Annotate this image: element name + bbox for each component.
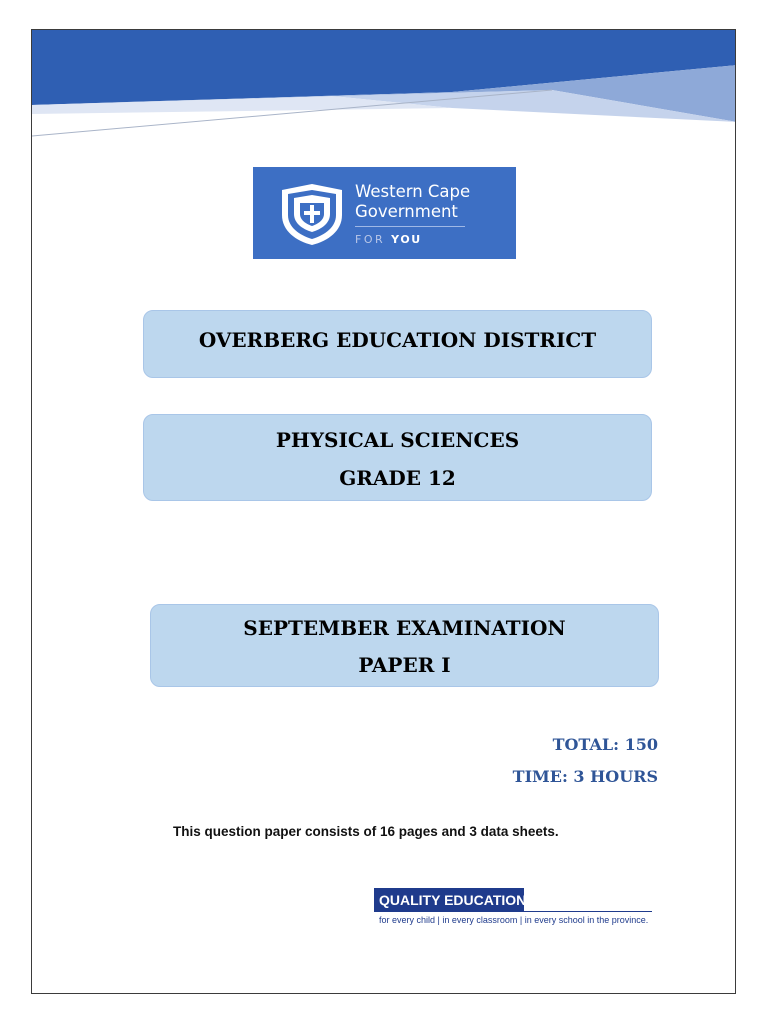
- logo-tag-for: FOR: [355, 233, 386, 246]
- exam-time: TIME: 3 HOURS: [512, 767, 658, 786]
- quality-education-subtitle: for every child | in every classroom | in every school in the province.: [379, 915, 649, 925]
- subject-box: [143, 414, 652, 501]
- quality-education-title: QUALITY EDUCATION: [379, 892, 527, 908]
- subject-name: PHYSICAL SCIENCES: [275, 428, 520, 452]
- logo-line-2: Government: [355, 202, 458, 221]
- district-title: OVERBERG EDUCATION DISTRICT: [198, 328, 597, 352]
- exam-paper: PAPER I: [358, 653, 451, 677]
- exam-name: SEPTEMBER EXAMINATION: [243, 616, 566, 640]
- logo-tag-you: YOU: [391, 233, 422, 246]
- district-box: [143, 310, 652, 378]
- exam-box: [150, 604, 659, 687]
- quality-education-rule: [374, 911, 652, 912]
- coat-of-arms-icon: [276, 181, 348, 247]
- logo-divider: [355, 226, 465, 227]
- logo-line-1: Western Cape: [355, 182, 471, 201]
- total-marks: TOTAL: 150: [552, 735, 658, 754]
- header-banner: [32, 30, 736, 150]
- paper-note: This question paper consists of 16 pages and 3 data sheets.: [173, 824, 559, 839]
- subject-grade: GRADE 12: [339, 466, 456, 490]
- logo-tagline: [355, 233, 422, 246]
